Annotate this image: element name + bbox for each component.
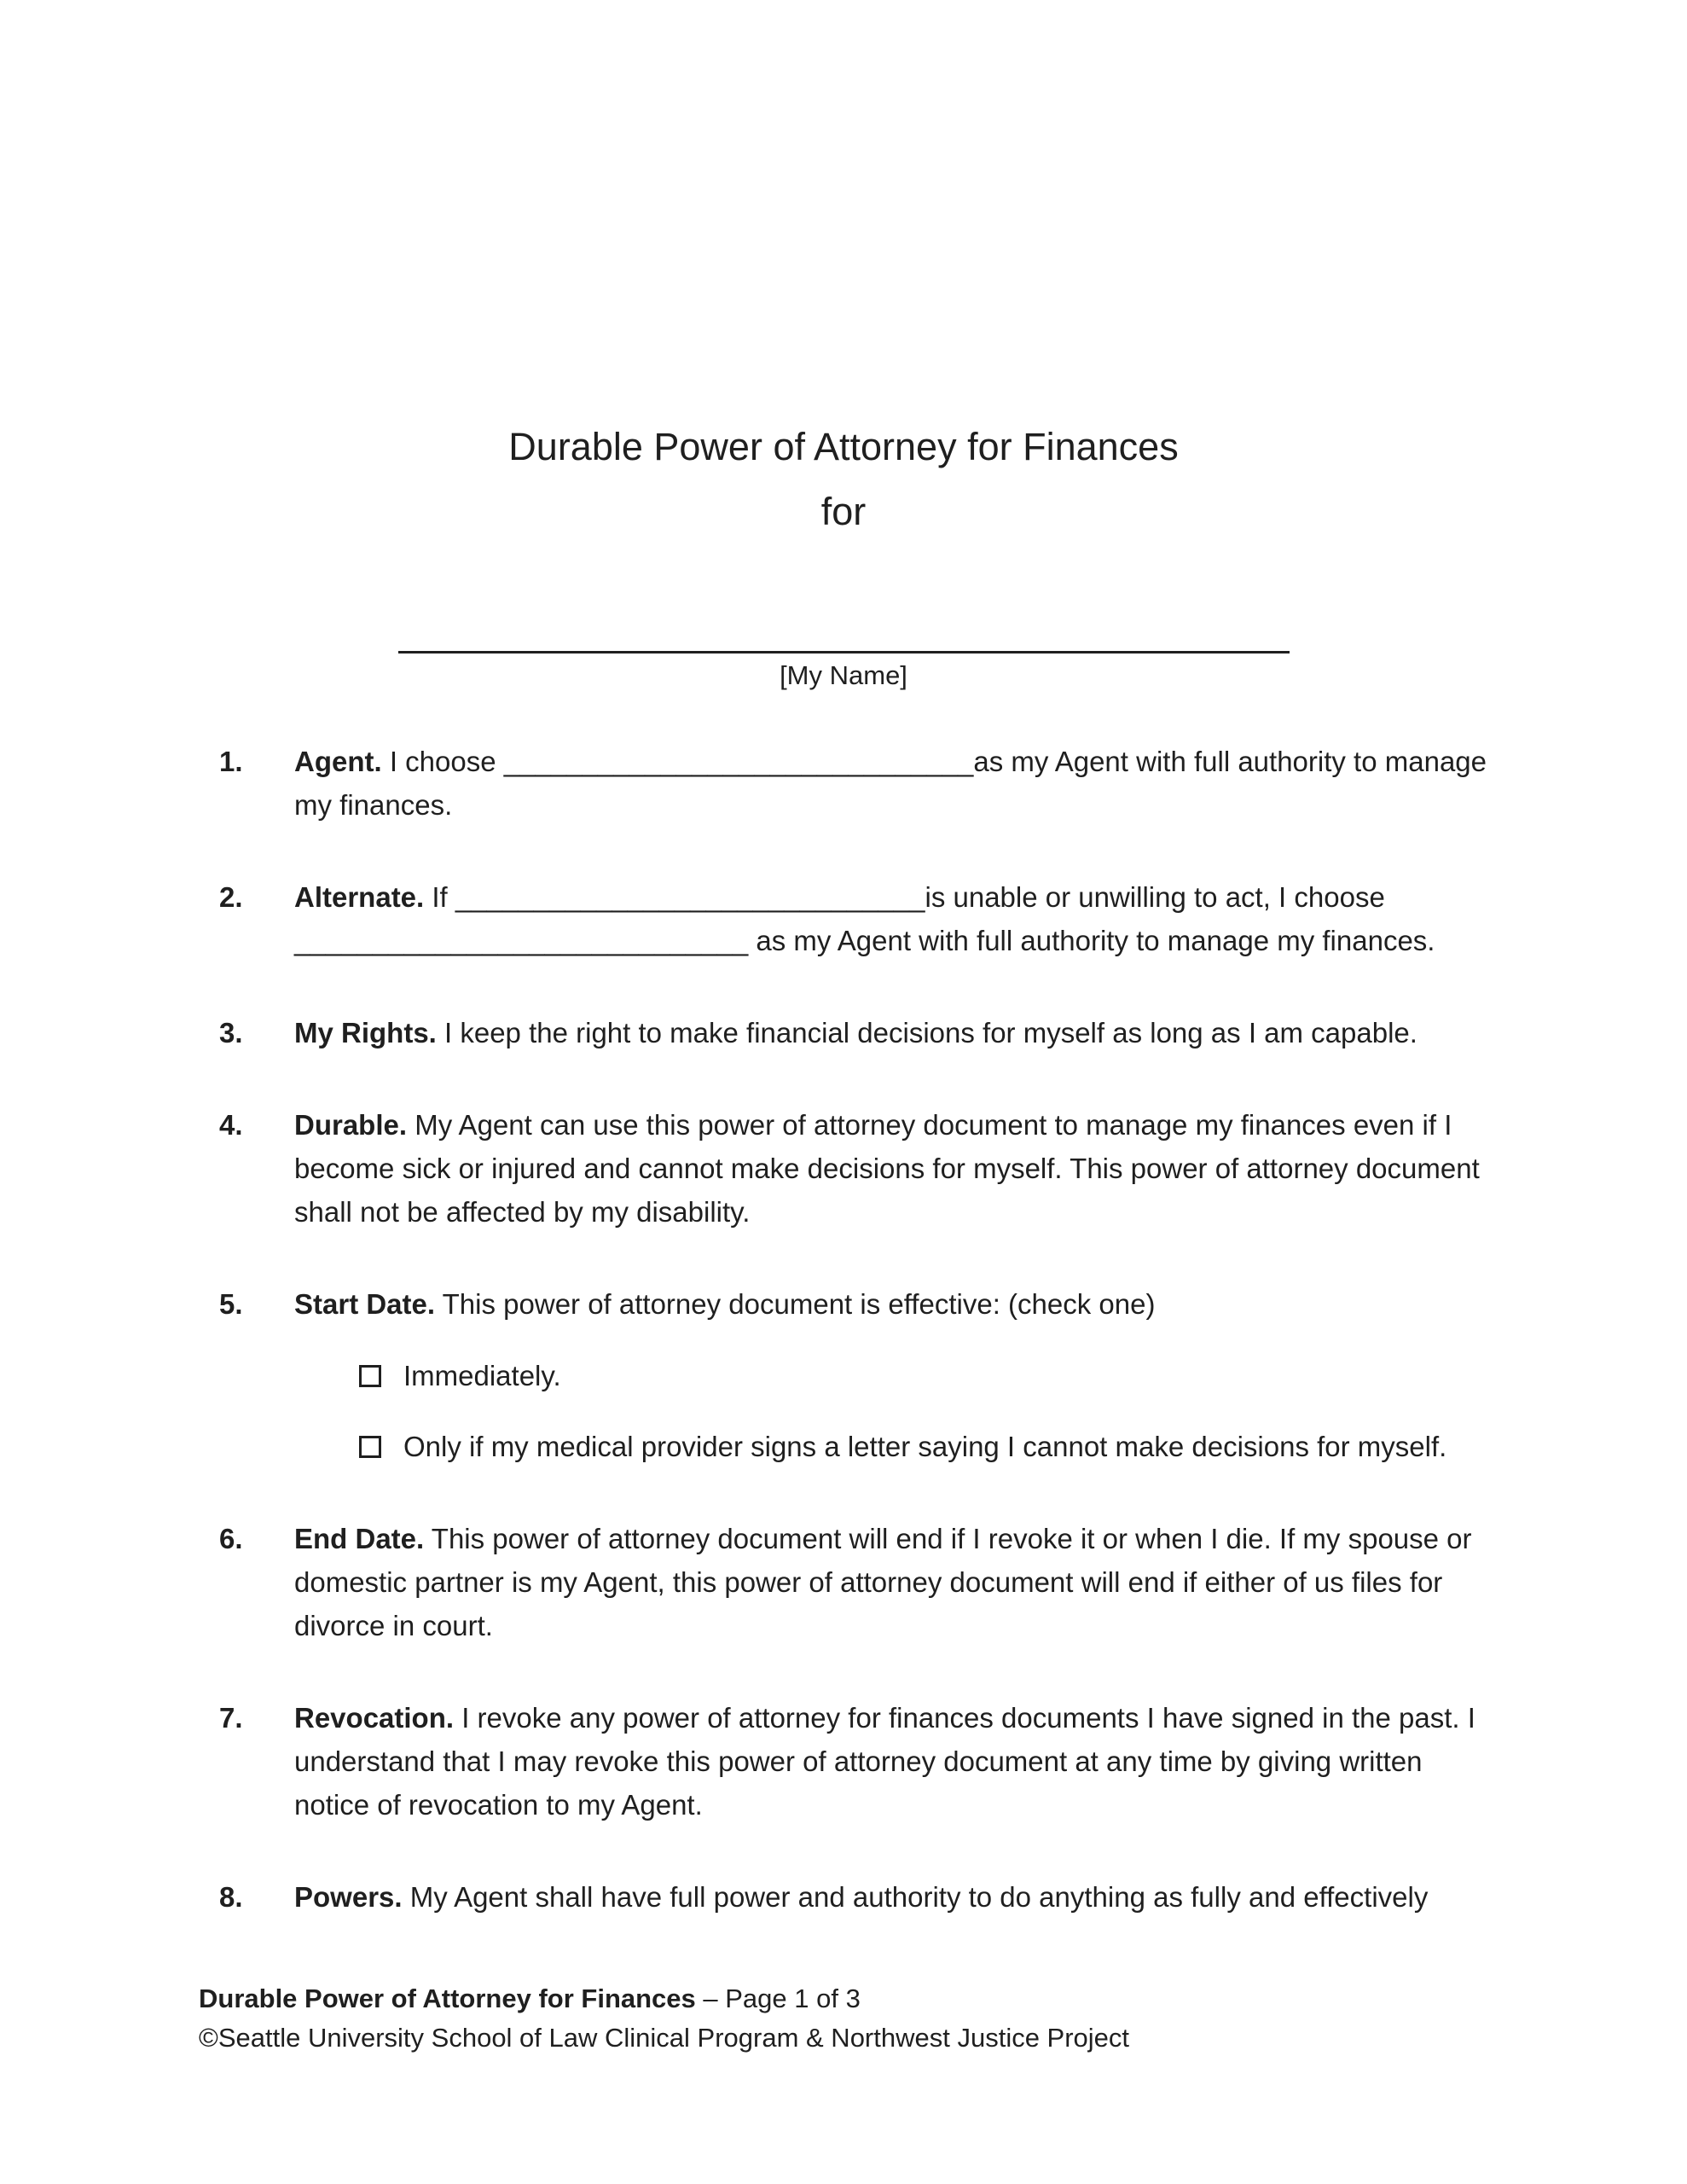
list-item-my-rights	[219, 1011, 1488, 1054]
item-number: 1.	[219, 746, 243, 777]
checkbox-icon[interactable]	[359, 1436, 381, 1458]
item-body	[294, 1011, 1488, 1054]
start-date-options	[294, 1354, 1488, 1468]
footer-line-1	[199, 1979, 1129, 2018]
list-item-start-date	[219, 1282, 1488, 1468]
item-number: 7.	[219, 1702, 243, 1734]
item-body	[294, 1517, 1488, 1647]
name-section	[0, 597, 1687, 691]
item-body	[294, 875, 1488, 962]
item-heading: Agent.	[294, 746, 382, 777]
name-caption: [My Name]	[780, 660, 907, 690]
name-blank-line[interactable]	[398, 597, 1290, 653]
item-number: 8.	[219, 1881, 243, 1913]
item-heading: Start Date.	[294, 1288, 436, 1320]
footer-page-info: – Page 1 of 3	[695, 1984, 861, 2013]
footer-copyright: ©Seattle University School of Law Clinical Program & Northwest Justice Project	[199, 2023, 1130, 2053]
document-title-block	[0, 415, 1687, 544]
checkbox-option-immediately[interactable]	[294, 1354, 1488, 1397]
item-heading: Powers.	[294, 1881, 403, 1913]
item-body	[294, 1103, 1488, 1234]
item-text: I revoke any power of attorney for finances documents I have signed in the past. I understand that I may revoke this power of attorney document at any time by giving written notice of revocation to my Agent.	[294, 1702, 1475, 1821]
item-number: 4.	[219, 1109, 243, 1141]
item-number: 2.	[219, 881, 243, 913]
item-heading: End Date.	[294, 1523, 425, 1554]
checkbox-option-medical-provider[interactable]	[294, 1425, 1488, 1468]
checkbox-icon[interactable]	[359, 1365, 381, 1387]
item-heading: My Rights.	[294, 1017, 437, 1048]
item-text: My Agent shall have full power and authority to do anything as fully and effectively	[409, 1881, 1429, 1913]
item-number: 3.	[219, 1017, 243, 1048]
list-item-revocation	[219, 1696, 1488, 1827]
list-item-powers	[219, 1875, 1488, 1919]
item-body	[294, 740, 1488, 827]
item-body	[294, 1696, 1488, 1827]
checkbox-label: Only if my medical provider signs a letter saying I cannot make decisions for myself.	[403, 1431, 1447, 1462]
list-item-end-date	[219, 1517, 1488, 1647]
item-text: This power of attorney document will end if I revoke it or when I die. If my spouse or domestic partner is my Agent, this power of attorney document will end if either of us files for divorce in court.	[294, 1523, 1472, 1641]
item-number: 6.	[219, 1523, 243, 1554]
items-list	[219, 740, 1488, 1967]
item-heading: Alternate.	[294, 881, 425, 913]
document-title: Durable Power of Attorney for Finances	[508, 425, 1179, 468]
item-text: I keep the right to make financial decisions for myself as long as I am capable.	[444, 1017, 1417, 1048]
item-body	[294, 1282, 1488, 1468]
checkbox-label: Immediately.	[403, 1360, 561, 1391]
page-footer	[199, 1979, 1129, 2058]
list-item-alternate	[219, 875, 1488, 962]
footer-doc-title: Durable Power of Attorney for Finances	[199, 1984, 696, 2013]
item-heading: Durable.	[294, 1109, 408, 1141]
list-item-durable	[219, 1103, 1488, 1234]
list-item-agent	[219, 740, 1488, 827]
item-body	[294, 1875, 1488, 1919]
item-text: This power of attorney document is effective: (check one)	[442, 1288, 1156, 1320]
item-text: I choose ______________________________as my Agent with full authority to manage my finances.	[294, 746, 1487, 821]
item-text: If ______________________________is unable or unwilling to act, I choose _____________________________ as my Agent with full authority to manage my finances.	[294, 881, 1435, 956]
item-number: 5.	[219, 1288, 243, 1320]
item-text: My Agent can use this power of attorney document to manage my finances even if I become sick or injured and cannot make decisions for myself. This power of attorney document shall not be affected by my disability.	[294, 1109, 1480, 1228]
document-subtitle: for	[820, 490, 867, 533]
item-heading: Revocation.	[294, 1702, 455, 1734]
